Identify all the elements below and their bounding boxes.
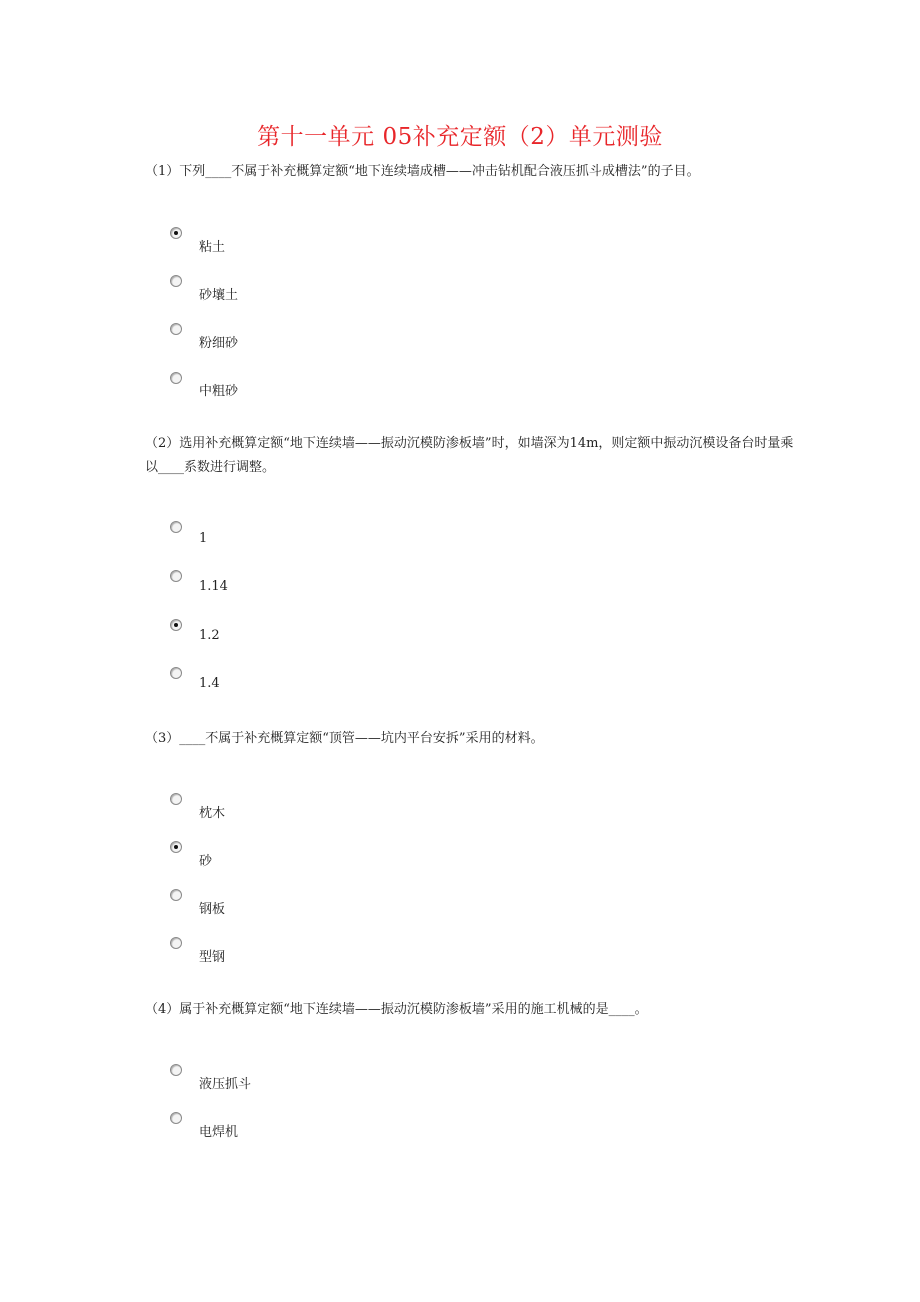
question-3-option-3-label: 钢板 [199, 902, 226, 917]
question-2-option-1-radio[interactable] [170, 521, 182, 533]
question-3-option-2-radio[interactable] [170, 841, 182, 853]
question-2-option-3-radio[interactable] [170, 619, 182, 631]
question-3-option-4-label: 型钢 [199, 950, 226, 965]
question-3-option-1-label: 枕木 [199, 806, 226, 821]
question-2-option-4-radio[interactable] [170, 667, 182, 679]
question-4-option-2-label: 电焊机 [199, 1125, 239, 1140]
question-2-option-2-label: 1.14 [199, 579, 228, 594]
question-1-option-4-label: 中粗砂 [199, 384, 239, 399]
question-2-text: （2）选用补充概算定额“地下连续墙——振动沉模防渗板墙”时，如墙深为14m，则定额中振动沉模设备台时量乘以____系数进行调整。 [145, 436, 794, 475]
question-4-option-1-radio[interactable] [170, 1064, 182, 1076]
question-3-option-1-radio[interactable] [170, 793, 182, 805]
question-1-text: （1）下列____不属于补充概算定额“地下连续墙成槽——冲击钻机配合液压抓斗成槽法”的子目。 [145, 164, 700, 179]
question-4-option-1-label: 液压抓斗 [199, 1077, 252, 1092]
question-1-option-2-label: 砂壤土 [199, 288, 239, 303]
question-4-option-2-radio[interactable] [170, 1112, 182, 1124]
question-2-option-4-label: 1.4 [199, 676, 220, 691]
question-2-option-2-radio[interactable] [170, 570, 182, 582]
question-3-text: （3）____不属于补充概算定额“顶管——坑内平台安拆”采用的材料。 [145, 731, 544, 746]
question-1-option-3-label: 粉细砂 [199, 336, 239, 351]
question-4-text: （4）属于补充概算定额“地下连续墙——振动沉模防渗板墙”采用的施工机械的是____。 [145, 1002, 648, 1017]
question-1-option-1-radio[interactable] [170, 227, 182, 239]
question-1-option-4-radio[interactable] [170, 372, 182, 384]
question-2-option-1-label: 1 [199, 531, 208, 546]
question-1-option-1-label: 粘土 [199, 240, 226, 255]
question-3-option-4-radio[interactable] [170, 937, 182, 949]
question-1-option-2-radio[interactable] [170, 275, 182, 287]
page-title: 第十一单元 05补充定额（2）单元测验 [257, 124, 663, 150]
question-3-option-2-label: 砂 [199, 854, 213, 869]
question-2-option-3-label: 1.2 [199, 628, 220, 643]
question-1-option-3-radio[interactable] [170, 323, 182, 335]
question-3-option-3-radio[interactable] [170, 889, 182, 901]
